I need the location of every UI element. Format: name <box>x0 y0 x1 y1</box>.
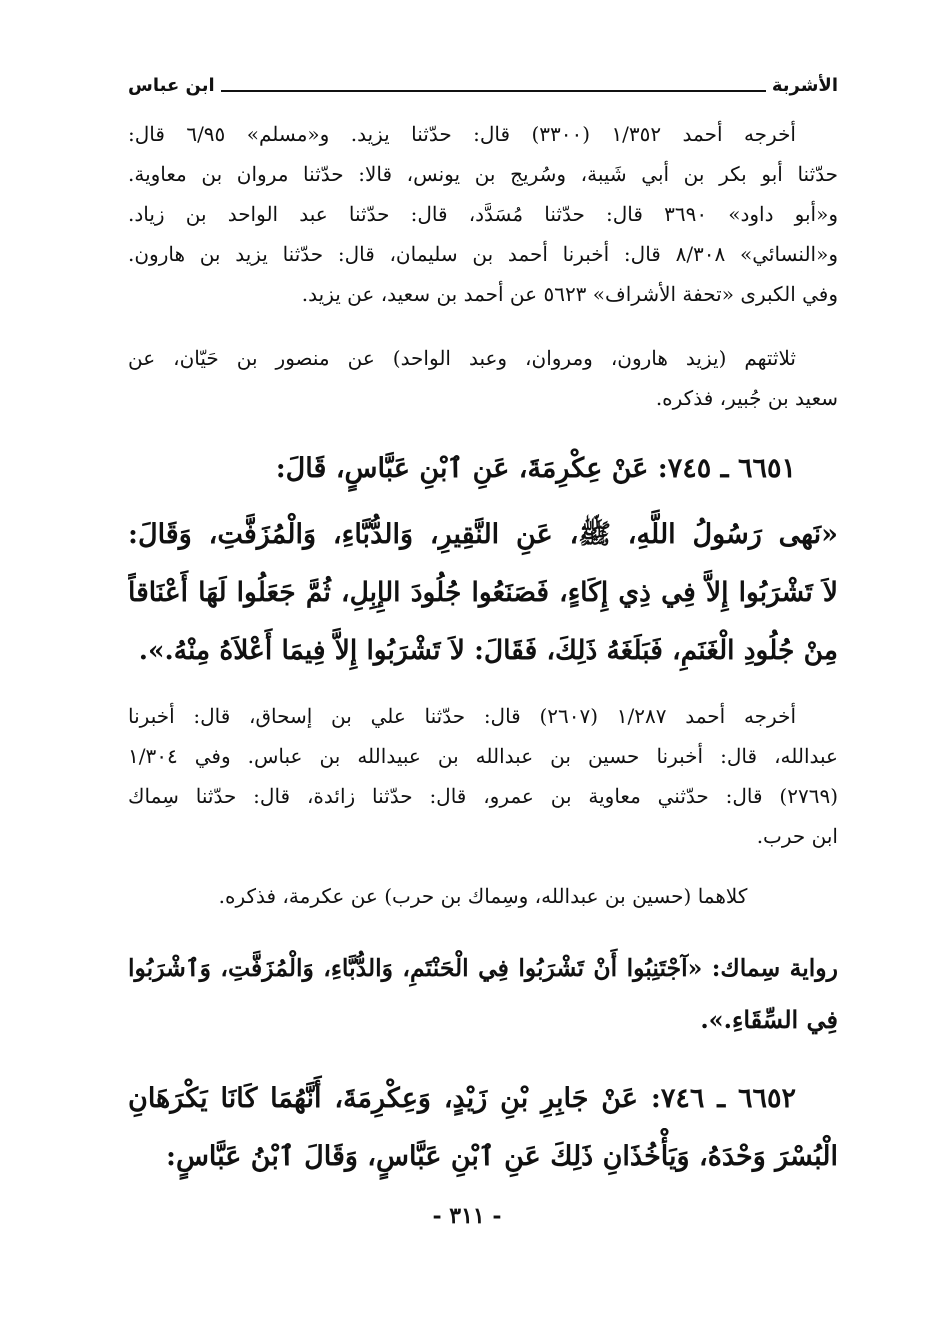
hadith-text-line: لاَ تَشْرَبُوا إِلاَّ فِي ذِي إِكَاءٍ، فَصَنَعُوا جُلُودَ الإِبِلِ، ثُمَّ جَعَلُوا لَهَا أَعْنَاقاً <box>128 577 838 608</box>
takhrij-summary-1 <box>128 338 838 418</box>
note-line: (٢٧٦٩) قال: حدّثني معاوية بن عمرو، قال: حدّثنا زائدة، قال: حدّثنا سِماك <box>128 784 838 808</box>
running-header <box>128 62 838 96</box>
note-line: وفي الكبرى «تحفة الأشراف» ٥٦٢٣ عن أحمد بن سعيد، عن يزيد. <box>301 282 838 306</box>
hadith-text-line: الْبُسْرَ وَحْدَهُ، وَيَأْخُذَانِ ذَلِكَ عَنِ ٱبْنِ عَبَّاسٍ، وَقَالَ ٱبْنُ عَبَّاسٍ: <box>166 1141 838 1172</box>
note-line: حدّثنا أبو بكر بن أبي شَيبة، وسُريج بن يونس، قالا: حدّثنا مروان بن معاوية. <box>128 162 838 186</box>
note-line: ابن حرب. <box>756 824 838 848</box>
hadith-text-line: مِنْ جُلُودِ الْغَنَمِ، فَبَلَغَهُ ذَلِكَ، فَقَالَ: لاَ تَشْرَبُوا إِلاَّ فِيمَا أَعْلاَهُ مِنْهُ.». <box>138 635 838 666</box>
hadith-6651 <box>128 440 838 680</box>
header-chapter-title: الأشربة <box>771 75 838 96</box>
takhrij-note-2 <box>128 696 838 856</box>
takhrij-note-1 <box>128 114 838 314</box>
riwaya-simak <box>128 942 838 1046</box>
note-line: و«أبو داود» ٣٦٩٠ قال: حدّثنا مُسَدَّد، قال: حدّثنا عبد الواحد بن زياد. <box>128 202 838 226</box>
note-line: ثلاثتهم (يزيد هارون، ومروان، وعبد الواحد) عن منصور بن حَيّان، عن <box>128 346 796 370</box>
note-line: سعيد بن جُبير، فذكره. <box>655 386 838 410</box>
note-line: و«النسائي» ٨/٣٠٨ قال: أخبرنا أحمد بن سليمان، قال: حدّثنا يزيد بن هارون. <box>128 242 838 266</box>
header-rule <box>221 90 766 92</box>
page-number: - ٣١١ - <box>432 1203 502 1229</box>
hadith-heading: ٦٦٥١ ـ ٧٤٥: عَنْ عِكْرِمَةَ، عَنِ ٱبْنِ عَبَّاسٍ، قَالَ: <box>275 453 796 484</box>
hadith-heading: ٦٦٥٢ ـ ٧٤٦: عَنْ جَابِرِ بْنِ زَيْدٍ، وَعِكْرِمَةَ، أَنَّهُمَا كَانَا يَكْرَهَانِ <box>128 1083 797 1114</box>
riwaya-line: رواية سِماك: «آجْتَنِبُوا أَنْ تَشْرَبُوا فِي الْحَنْتَمِ، وَالدُّبَّاءِ، وَالْمُزَفَّتِ، وَٱشْرَبُوا <box>128 954 838 982</box>
hadith-text-line: «نَهى رَسُولُ اللَّهِ، ﷺ، عَنِ النَّقِيرِ، وَالدُّبَّاءِ، وَالْمُزَفَّتِ، وَقَالَ: <box>128 519 838 550</box>
note-line: أخرجه أحمد ١/٣٥٢ (٣٣٠٠) قال: حدّثنا يزيد. و«مسلم» ٦/٩٥ قال: <box>128 122 796 146</box>
note-line: عبدالله، قال: أخبرنا حسين بن عبدالله بن عبيدالله بن عباس. وفي ١/٣٠٤ <box>128 744 838 768</box>
hadith-6652 <box>128 1070 838 1186</box>
header-section-title: ابن عباس <box>128 75 215 96</box>
note-line: أخرجه أحمد ١/٢٨٧ (٢٦٠٧) قال: حدّثنا علي بن إسحاق، قال: أخبرنا <box>128 704 796 728</box>
riwaya-line: فِي السِّقَاءِ.». <box>700 1005 838 1034</box>
takhrij-summary-2: كلاهما (حسين بن عبدالله، وسِماك بن حرب) عن عكرمة، فذكره. <box>218 884 748 908</box>
